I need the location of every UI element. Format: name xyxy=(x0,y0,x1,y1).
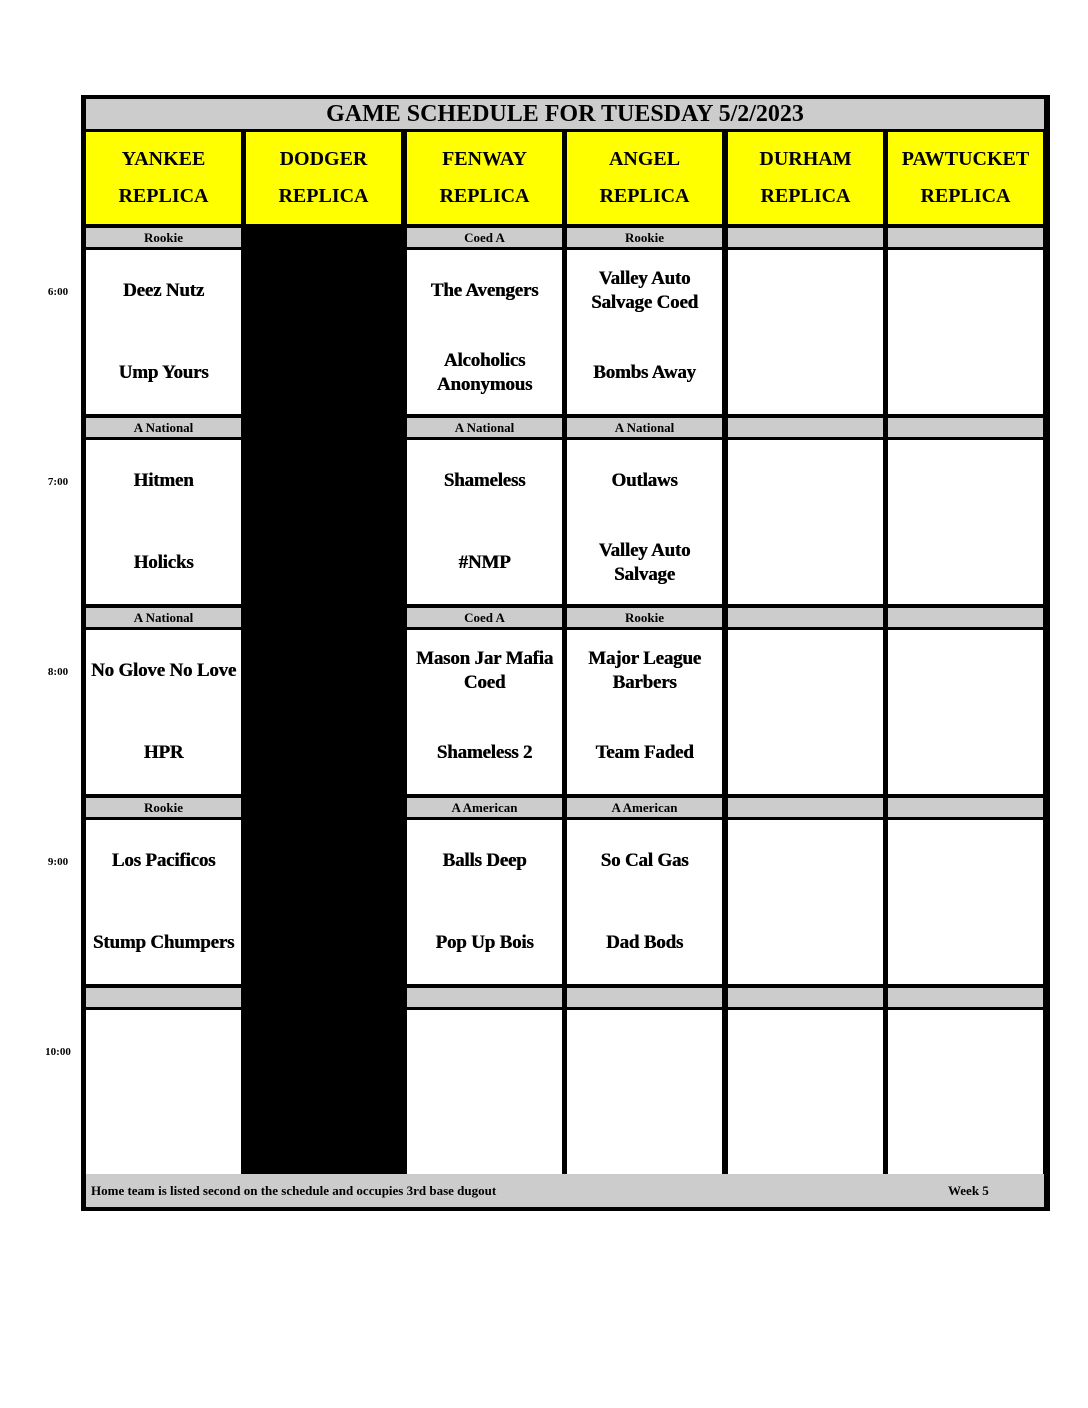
game-cell xyxy=(407,250,562,414)
team-name: Los Pacificos xyxy=(111,850,216,871)
team-name: Major League Barbers xyxy=(588,648,701,693)
game-cell xyxy=(888,250,1043,414)
home-team xyxy=(407,1092,562,1174)
closed-field-blackout xyxy=(246,228,401,1172)
away-team xyxy=(728,630,883,712)
field-header xyxy=(728,132,883,224)
field-name: YANKEE xyxy=(121,148,206,170)
game-cell xyxy=(407,630,562,794)
home-team xyxy=(407,712,562,794)
game-cell xyxy=(86,250,241,414)
home-team xyxy=(888,902,1043,984)
away-team xyxy=(728,250,883,332)
field-header xyxy=(567,132,722,224)
game-cell xyxy=(567,1010,722,1174)
away-team xyxy=(888,440,1043,522)
home-team xyxy=(407,522,562,604)
game-cell xyxy=(86,820,241,984)
team-name: No Glove No Love xyxy=(90,660,237,681)
team-name: Mason Jar Mafia Coed xyxy=(415,648,554,693)
game-cell xyxy=(888,440,1043,604)
game-cell xyxy=(728,250,883,414)
away-team xyxy=(888,630,1043,712)
field-header xyxy=(246,132,401,224)
game-cell xyxy=(728,630,883,794)
division-label: A National xyxy=(567,418,722,437)
division-label: A American xyxy=(567,798,722,817)
away-team xyxy=(888,820,1043,902)
game-cell xyxy=(86,1010,241,1174)
away-team xyxy=(86,250,241,332)
team-name: Bombs Away xyxy=(593,362,696,383)
home-team xyxy=(888,522,1043,604)
division-label: A National xyxy=(86,418,241,437)
team-name: The Avengers xyxy=(430,280,539,301)
game-cell xyxy=(728,820,883,984)
game-cell xyxy=(567,820,722,984)
division-label xyxy=(888,798,1043,817)
team-name: Outlaws xyxy=(611,470,678,491)
division-label xyxy=(888,228,1043,247)
field-name: ANGEL xyxy=(608,148,681,170)
division-label: Rookie xyxy=(86,228,241,247)
away-team xyxy=(407,630,562,712)
field-header xyxy=(407,132,562,224)
home-team xyxy=(888,712,1043,794)
footer-note xyxy=(86,1174,1044,1207)
game-cell xyxy=(567,440,722,604)
team-name: Alcoholics Anonymous xyxy=(436,350,533,395)
game-cell xyxy=(86,440,241,604)
home-team xyxy=(407,902,562,984)
game-cell xyxy=(728,1010,883,1174)
division-label xyxy=(888,608,1043,627)
team-name: Deez Nutz xyxy=(122,280,205,301)
field-header xyxy=(888,132,1043,224)
division-label xyxy=(888,988,1043,1007)
away-team xyxy=(888,1010,1043,1092)
away-team xyxy=(567,1010,722,1092)
away-team xyxy=(728,1010,883,1092)
team-name: Team Faded xyxy=(595,742,694,763)
game-cell xyxy=(86,630,241,794)
away-team xyxy=(407,1010,562,1092)
game-cell xyxy=(567,630,722,794)
home-team xyxy=(567,332,722,414)
division-label xyxy=(728,798,883,817)
field-name: PAWTUCKET xyxy=(901,148,1030,170)
week-label: Week 5 xyxy=(948,1183,989,1198)
division-label xyxy=(728,418,883,437)
home-team xyxy=(728,712,883,794)
game-cell xyxy=(888,820,1043,984)
home-team xyxy=(728,332,883,414)
field-name: DODGER xyxy=(279,148,368,170)
home-team xyxy=(888,332,1043,414)
home-team xyxy=(567,1092,722,1174)
time-label: 9:00 xyxy=(47,856,69,868)
field-subtitle: REPLICA xyxy=(439,185,530,207)
time-label: 7:00 xyxy=(47,476,69,488)
field-subtitle: REPLICA xyxy=(599,185,690,207)
division-label xyxy=(888,418,1043,437)
team-name: HPR xyxy=(143,742,184,763)
division-label xyxy=(728,228,883,247)
team-name: Holicks xyxy=(133,552,194,573)
team-name: Pop Up Bois xyxy=(435,932,534,953)
home-team xyxy=(728,522,883,604)
game-cell xyxy=(407,440,562,604)
away-team xyxy=(86,630,241,712)
away-team xyxy=(567,820,722,902)
field-subtitle: REPLICA xyxy=(278,185,369,207)
team-name: Valley Auto Salvage xyxy=(598,540,691,585)
schedule-table xyxy=(81,95,1050,1211)
home-team xyxy=(567,522,722,604)
away-team xyxy=(888,250,1043,332)
time-label: 10:00 xyxy=(45,1046,71,1058)
division-label xyxy=(728,988,883,1007)
home-team xyxy=(86,522,241,604)
field-subtitle: REPLICA xyxy=(118,185,209,207)
away-team xyxy=(407,250,562,332)
team-name: Balls Deep xyxy=(442,850,527,871)
home-team xyxy=(86,332,241,414)
away-team xyxy=(728,440,883,522)
game-cell xyxy=(407,1010,562,1174)
division-label: A National xyxy=(407,418,562,437)
game-cell xyxy=(888,1010,1043,1174)
division-label xyxy=(728,608,883,627)
away-team xyxy=(86,440,241,522)
away-team xyxy=(407,440,562,522)
time-label: 8:00 xyxy=(47,666,69,678)
team-name: Valley Auto Salvage Coed xyxy=(591,268,698,313)
home-team xyxy=(86,1092,241,1174)
team-name: Ump Yours xyxy=(118,362,209,383)
team-name: So Cal Gas xyxy=(600,850,689,871)
game-cell xyxy=(567,250,722,414)
team-name: Dad Bods xyxy=(605,932,684,953)
home-team xyxy=(567,712,722,794)
team-name: Shameless xyxy=(443,470,526,491)
field-name: DURHAM xyxy=(759,148,852,170)
page-title: GAME SCHEDULE FOR TUESDAY 5/2/2023 xyxy=(86,99,1044,129)
division-label: A National xyxy=(86,608,241,627)
team-name: Shameless 2 xyxy=(436,742,533,763)
away-team xyxy=(86,1010,241,1092)
division-label xyxy=(407,988,562,1007)
home-team xyxy=(567,902,722,984)
team-name: Stump Chumpers xyxy=(92,932,235,953)
division-label: Coed A xyxy=(407,608,562,627)
home-team xyxy=(728,902,883,984)
away-team xyxy=(407,820,562,902)
field-subtitle: REPLICA xyxy=(920,185,1011,207)
division-label: Rookie xyxy=(567,228,722,247)
division-label: Rookie xyxy=(567,608,722,627)
team-name: #NMP xyxy=(458,552,511,573)
division-label: Rookie xyxy=(86,798,241,817)
home-team xyxy=(86,712,241,794)
home-team xyxy=(728,1092,883,1174)
game-cell xyxy=(728,440,883,604)
division-label: A American xyxy=(407,798,562,817)
game-cell xyxy=(888,630,1043,794)
home-team xyxy=(888,1092,1043,1174)
division-label xyxy=(567,988,722,1007)
time-label: 6:00 xyxy=(47,286,69,298)
team-name: Hitmen xyxy=(133,470,194,491)
division-label: Coed A xyxy=(407,228,562,247)
field-subtitle: REPLICA xyxy=(760,185,851,207)
away-team xyxy=(86,820,241,902)
away-team xyxy=(728,820,883,902)
field-name: FENWAY xyxy=(442,148,527,170)
home-team xyxy=(407,332,562,414)
division-label xyxy=(86,988,241,1007)
home-team-note: Home team is listed second on the schedule and occupies 3rd base dugout xyxy=(91,1183,497,1198)
away-team xyxy=(567,440,722,522)
away-team xyxy=(567,250,722,332)
home-team xyxy=(86,902,241,984)
away-team xyxy=(567,630,722,712)
field-header xyxy=(86,132,241,224)
game-cell xyxy=(407,820,562,984)
